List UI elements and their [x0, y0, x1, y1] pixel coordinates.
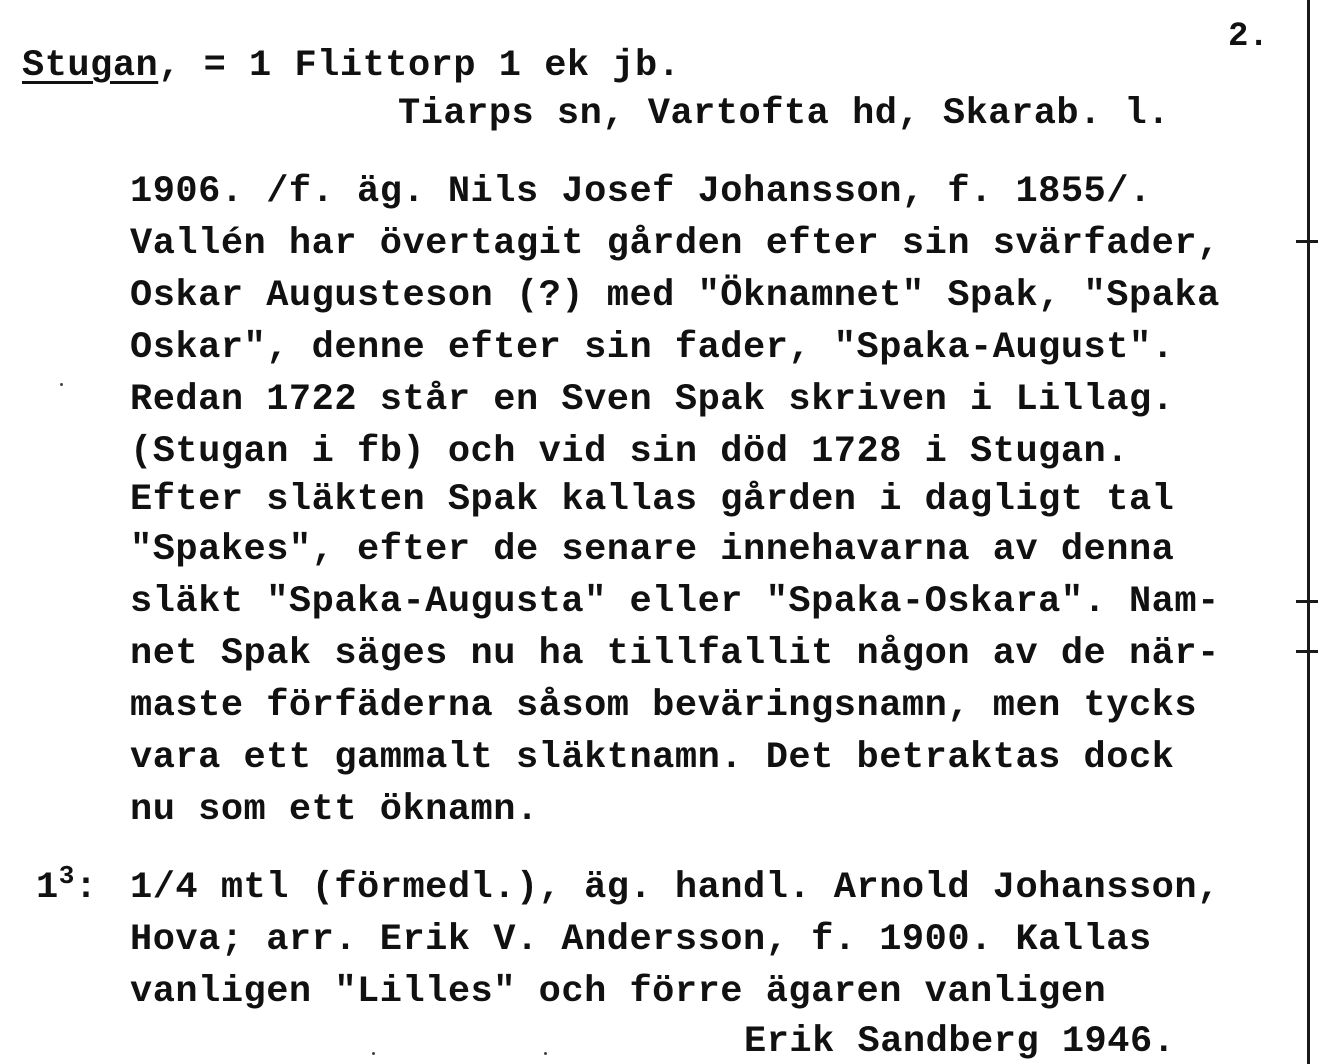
body-line: 1906. /f. äg. Nils Josef Johansson, f. 1855/. [130, 171, 1152, 213]
card-right-edge [1307, 0, 1310, 1064]
paper-speck [544, 1052, 547, 1055]
edge-mark [1296, 240, 1318, 243]
page-number: 2. [1228, 18, 1269, 56]
place-name: Stugan [22, 45, 159, 87]
heading-line [22, 45, 681, 87]
body-line: (Stugan i fb) och vid sin död 1728 i Stugan. [130, 431, 1129, 473]
location-line: Tiarps sn, Vartofta hd, Skarab. l. [398, 93, 1170, 135]
entry-label-base: 1 [36, 867, 59, 909]
paper-speck [60, 383, 63, 386]
signature: Erik Sandberg 1946. [744, 1021, 1176, 1063]
body-line: Redan 1722 står en Sven Spak skriven i Lillag. [130, 379, 1175, 421]
body-line: nu som ett öknamn. [130, 789, 539, 831]
heading-rest: , = 1 Flittorp 1 ek jb. [158, 45, 681, 87]
paper-speck [372, 1052, 375, 1055]
entry-label-colon: : [74, 867, 98, 909]
body-line: släkt "Spaka-Augusta" eller "Spaka-Oskara". Nam- [130, 581, 1220, 623]
body-line: Efter släkten Spak kallas gården i dagligt tal [130, 479, 1175, 521]
body-line: Oskar Augusteson (?) med "Öknamnet" Spak, "Spaka [130, 275, 1220, 317]
body-line: Oskar", denne efter sin fader, "Spaka-August". [130, 327, 1175, 369]
edge-mark [1296, 650, 1318, 653]
entry-label [36, 861, 98, 909]
entry-line: vanligen "Lilles" och förre ägaren vanligen [130, 971, 1107, 1013]
entry-line: Hova; arr. Erik V. Andersson, f. 1900. Kallas [130, 919, 1152, 961]
body-line: vara ett gammalt släktnamn. Det betraktas dock [130, 737, 1175, 779]
edge-mark [1296, 600, 1318, 603]
body-line: Vallén har övertagit gården efter sin svärfader, [130, 223, 1220, 265]
entry-label-sup: 3 [58, 861, 75, 891]
entry-line: 1/4 mtl (förmedl.), äg. handl. Arnold Johansson, [130, 867, 1220, 909]
body-line: net Spak säges nu ha tillfallit någon av de när- [130, 633, 1220, 675]
body-line: maste förfäderna såsom beväringsnamn, men tycks [130, 685, 1198, 727]
body-line: "Spakes", efter de senare innehavarna av denna [130, 529, 1175, 571]
